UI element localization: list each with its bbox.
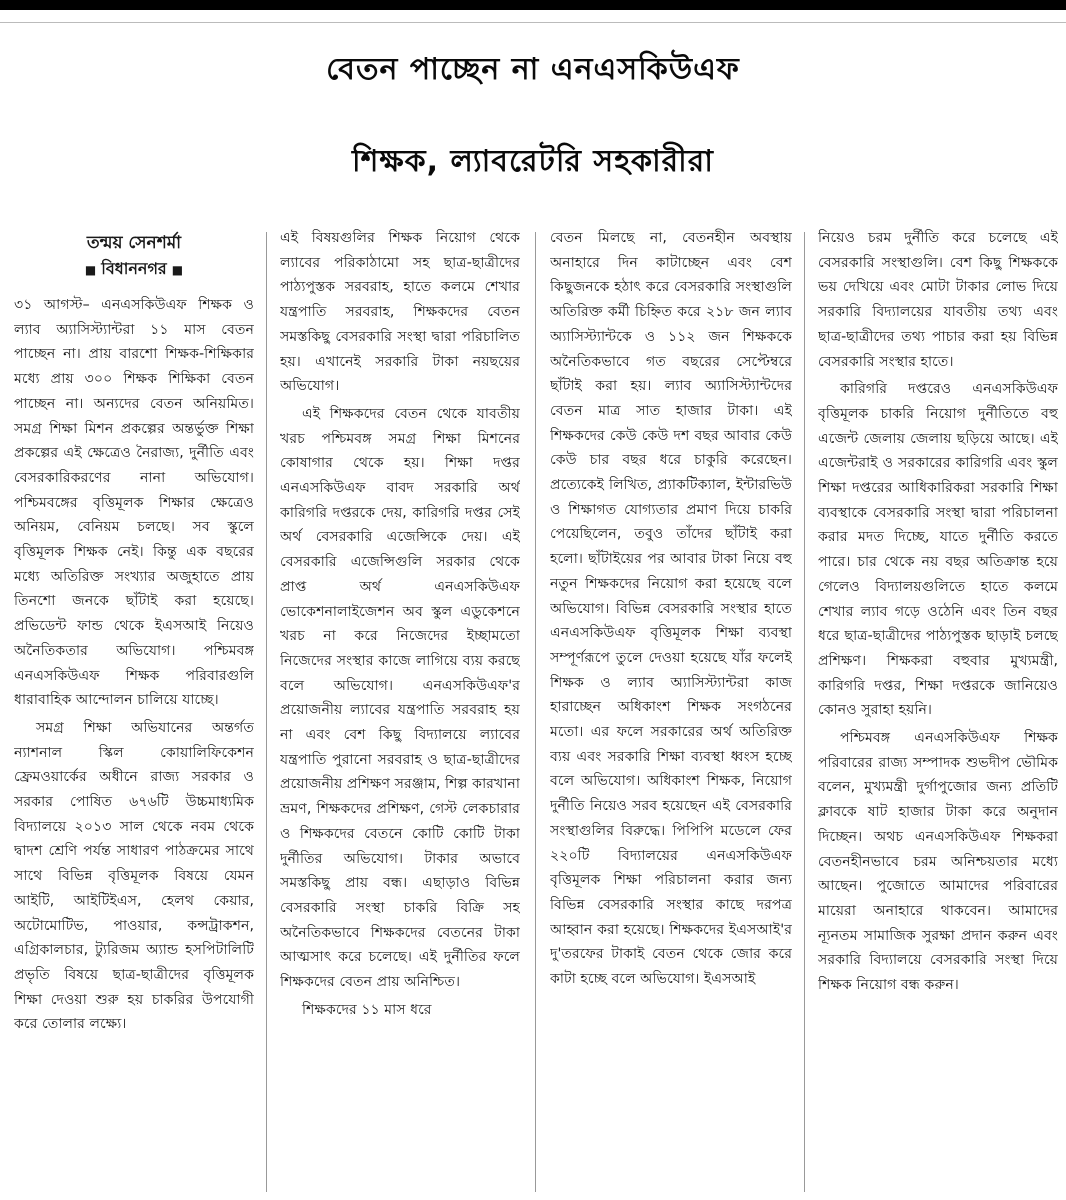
square-marker-icon: ■ bbox=[84, 263, 97, 277]
column-separator bbox=[266, 232, 267, 1192]
paragraph: শিক্ষকদের ১১ মাস ধরে bbox=[302, 1001, 432, 1018]
paragraph: এই বিষয়গুলির শিক্ষক নিয়োগ থেকে ল্যাবের পরিকাঠামো সহ ছাত্র-ছাত্রীদের পাঠ্যপুস্তক সরবরাহ, হাতে কলমে শেখার যন্ত্রপাতি সরবরাহ, শিক্ষকদের বেতন সমস্তকিছু বেসরকারি সংস্থা দ্বারা পরিচালিত হয়। এখানেই সরকারি টাকা নয়ছয়ের অভিযোগ। bbox=[280, 230, 520, 395]
top-rule bbox=[0, 22, 1066, 23]
article-column-2 bbox=[280, 226, 520, 1196]
article-column-3 bbox=[550, 226, 792, 1196]
paragraph: সমগ্র শিক্ষা অভিযানের অন্তর্গত ন্যাশনাল স্কিল কোয়ালিফিকেশন ফ্রেমওয়ার্কের অধীনে রাজ্য সরকার ও সরকার পোষিত ৬৭৬টি উচ্চমাধ্যমিক বিদ্যালয়ে ২০১৩ সাল থেকে নবম থেকে দ্বাদশ শ্রেণি পর্যন্ত সাধারণ পাঠক্রমের সাথে সাথে বিভিন্ন বৃত্তিমূলক বিষয়ে যেমন আইটি, আইটিইএস, হেলথ কেয়ার, অটোমোটিভ, পাওয়ার, কন্সট্রাকশন, এগ্রিকালচার, ট্যুরিজম অ্যান্ড হসপিটালিটি প্রভৃতি বিষয়ে ছাত্র-ছাত্রীদের বৃত্তিমূলক শিক্ষা দেওয়া শুরু হয় চাকরির উপযোগী করে তোলার লক্ষ্যে। bbox=[14, 719, 254, 1033]
headline bbox=[0, 24, 1066, 208]
article-column-4 bbox=[818, 226, 1058, 1196]
paragraph: কারিগরি দপ্তরেও এনএসকিউএফ বৃত্তিমূলক চাকরি নিয়োগ দুর্নীতিতে বহু এজেন্ট জেলায় জেলায় ছড়িয়ে আছে। এই এজেন্টরাই ও সরকারের কারিগরি এবং স্কুল শিক্ষা দপ্তরের আধিকারিকরা সরকারি শিক্ষা ব্যবস্থাকে বেসরকারি সংস্থা দ্বারা পরিচালনা করার মদত দিচ্ছে, যাতে দুর্নীতি করতে পারে। চার থেকে নয় বছর অতিক্রান্ত হয়ে গেলেও বিদ্যালয়গুলিতে হাতে কলমে শেখার ল্যাব গড়ে ওঠেনি এবং তিন বছর ধরে ছাত্র-ছাত্রীদের পাঠ্যপুস্তক ছাড়াই চলছে প্রশিক্ষণ। শিক্ষকরা বহুবার মুখ্যমন্ত্রী, কারিগরি দপ্তর, শিক্ষা দপ্তরকে জানিয়েও কোনও সুরাহা হয়নি। bbox=[818, 381, 1058, 719]
column-separator bbox=[535, 232, 536, 1192]
headline-line-2: শিক্ষক, ল্যাবরেটরি সহকারীরা bbox=[352, 144, 714, 179]
paragraph: পশ্চিমবঙ্গ এনএসকিউএফ শিক্ষক পরিবারের রাজ্য সম্পাদক শুভদীপ ভৌমিক বলেন, মুখ্যমন্ত্রী দুর্গাপুজোর জন্য প্রতিটি ক্লাবকে ষাট হাজার টাকা করে অনুদান দিচ্ছেন। অথচ এনএসকিউএফ শিক্ষকরা বেতনহীনভাবে চরম অনিশ্চয়তার মধ্যে আছেন। পুজোতে আমাদের পরিবারের মায়েরা অনাহারে থাকবেন। আমাদের ন্যূনতম সামাজিক সুরক্ষা প্রদান করুন এবং সরকারি বিদ্যালয়ে বেসরকারি সংস্থা দিয়ে শিক্ষক নিয়োগ বন্ধ করুন। bbox=[818, 730, 1058, 994]
article-column-1 bbox=[14, 226, 254, 1196]
place-name: বিধাননগর bbox=[101, 259, 167, 278]
paragraph: এই শিক্ষকদের বেতন থেকে যাবতীয় খরচ পশ্চিমবঙ্গ সমগ্র শিক্ষা মিশনের কোষাগার থেকে হয়। শিক্ষা দপ্তর এনএসকিউএফ বাবদ সরকারি অর্থ কারিগরি দপ্তরকে দেয়, কারিগরি দপ্তর সেই অর্থ বেসরকারি এজেন্সিকে দেয়। এই বেসরকারি এজেন্সিগুলি সরকার থেকে প্রাপ্ত অর্থ এনএসকিউএফ ভোকেশনালাইজেশন অব স্কুল এডুকেশনে খরচ না করে নিজেদের ইচ্ছামতো নিজেদের সংস্থার কাজে লাগিয়ে ব্যয় করছে বলে অভিযোগ। এনএসকিউএফ'র প্রয়োজনীয় ল্যাবের যন্ত্রপাতি সরবরাহ হয় না এবং বেশ কিছু বিদ্যালয়ে ল্যাবের যন্ত্রপাতি পুরানো সরবরাহ ও ছাত্র-ছাত্রীদের প্রয়োজনীয় প্রশিক্ষণ সরঞ্জাম, শিল্প কারখানা ভ্রমণ, শিক্ষকদের প্রশিক্ষণ, গেস্ট লেকচারার ও শিক্ষকদের বেতনে কোটি কোটি টাকা দুর্নীতির অভিযোগ। টাকার অভাবে সমস্তকিছু প্রায় বন্ধ। এছাড়াও বিভিন্ন বেসরকারি সংস্থা চাকরি বিক্রি সহ অনৈতিকভাবে শিক্ষকদের বেতনের টাকা আত্মসাৎ করে চলেছে। এই দুর্নীতির ফলে শিক্ষকদের বেতন প্রায় অনিশ্চিত। bbox=[280, 405, 520, 991]
paragraph: ৩১ আগস্ট– এনএসকিউএফ শিক্ষক ও ল্যাব অ্যাসিস্ট্যান্টরা ১১ মাস বেতন পাচ্ছেন না। প্রায় বারশো শিক্ষক-শিক্ষিকার মধ্যে প্রায় ৩০০ শিক্ষক শিক্ষিকা বেতন পাচ্ছেন না। অন্যদের বেতন অনিয়মিত। সমগ্র শিক্ষা মিশন প্রকল্পের অন্তর্ভুক্ত শিক্ষা প্রকল্পের এই ক্ষেত্রেও নৈরাজ্য, দুর্নীতি এবং বেসরকারিকরণের নানা অভিযোগ। পশ্চিমবঙ্গের বৃত্তিমূলক শিক্ষার ক্ষেত্রেও অনিয়ম, বেনিয়ম চলছে। সব স্কুলে বৃত্তিমূলক শিক্ষক নেই। কিন্তু এক বছরের মধ্যে অতিরিক্ত সংখ্যার অজুহাতে প্রায় তিনশো জনকে ছাঁটাই করা হয়েছে। প্রভিডেন্ট ফান্ড থেকে ইএসআই নিয়েও অনৈতিকতার অভিযোগ। পশ্চিমবঙ্গ এনএসকিউএফ শিক্ষক পরিবারগুলি ধারাবাহিক আন্দোলন চালিয়ে যাচ্ছে। bbox=[14, 297, 254, 709]
square-marker-icon: ■ bbox=[171, 263, 184, 277]
headline-line-1: বেতন পাচ্ছেন না এনএসকিউএফ bbox=[326, 52, 740, 87]
byline-place bbox=[14, 256, 254, 283]
paragraph: নিয়েও চরম দুর্নীতি করে চলেছে এই বেসরকারি সংস্থাগুলি। বেশ কিছু শিক্ষককে ভয় দেখিয়ে এবং মোটা টাকার লোভ দিয়ে সরকারি বিদ্যালয়ের যাবতীয় তথ্য এবং ছাত্র-ছাত্রীদের তথ্য পাচার করা হয় বিভিন্ন বেসরকারি সংস্থার হাতে। bbox=[818, 230, 1058, 370]
paragraph: বেতন মিলছে না, বেতনহীন অবস্থায় অনাহারে দিন কাটাচ্ছেন এবং বেশ কিছুজনকে হঠাৎ করে বেসরকারি সংস্থাগুলি অতিরিক্ত কর্মী চিহ্নিত করে ২১৮ জন ল্যাব অ্যাসিস্ট্যান্টকে ও ১১২ জন শিক্ষককে অনৈতিকভাবে গত বছরের সেপ্টেম্বরে ছাঁটাই করা হয়। ল্যাব অ্যাসিস্ট্যান্টদের বেতন মাত্র সাত হাজার টাকা। এই শিক্ষকদের কেউ কেউ দশ বছর আবার কেউ কেউ চার বছর ধরে চাকুরি করেছেন। প্রত্যেকেই লিখিত, প্র্যাকটিক্যাল, ইন্টারভিউ ও শিক্ষাগত যোগ্যতার প্রমাণ দিয়ে চাকরি পেয়েছিলেন, তবুও তাঁদের ছাঁটাই করা হলো। ছাঁটাইয়ের পর আবার টাকা নিয়ে বহু নতুন শিক্ষকদের নিয়োগ করা হয়েছে বলে অভিযোগ। বিভিন্ন বেসরকারি সংস্থার হাতে এনএসকিউএফ বৃত্তিমূলক শিক্ষা ব্যবস্থা সম্পূর্ণরূপে তুলে দেওয়া হয়েছে যাঁর ফলেই শিক্ষক ও ল্যাব অ্যাসিস্ট্যান্টরা কাজ হারাচ্ছেন অধিকাংশ শিক্ষক সংগঠনের মতো। এর ফলে সরকারের অর্থ অতিরিক্ত ব্যয় এবং সরকারি শিক্ষা ব্যবস্থা ধ্বংস হচ্ছে বলে অভিযোগ। অধিকাংশ শিক্ষক, নিয়োগ দুর্নীতি নিয়েও সরব হয়েছেন এই বেসরকারি সংস্থাগুলির বিরুদ্ধে। পিপিপি মডেলে ফের ২২০টি বিদ্যালয়ের এনএসকিউএফ বৃত্তিমূলক শিক্ষা পরিচালনা করার জন্য বিভিন্ন বেসরকারি সংস্থার কাছে দরপত্র আহ্বান করা হয়েছে। শিক্ষকদের ইএসআই'র দু'তরফের টাকাই বেতন থেকে জোর করে কাটা হচ্ছে বলে অভিযোগ। ইএসআই bbox=[550, 230, 792, 988]
top-border bbox=[0, 0, 1066, 10]
byline-author: তন্ময় সেনশর্মা bbox=[86, 233, 182, 253]
column-separator bbox=[804, 232, 805, 1192]
